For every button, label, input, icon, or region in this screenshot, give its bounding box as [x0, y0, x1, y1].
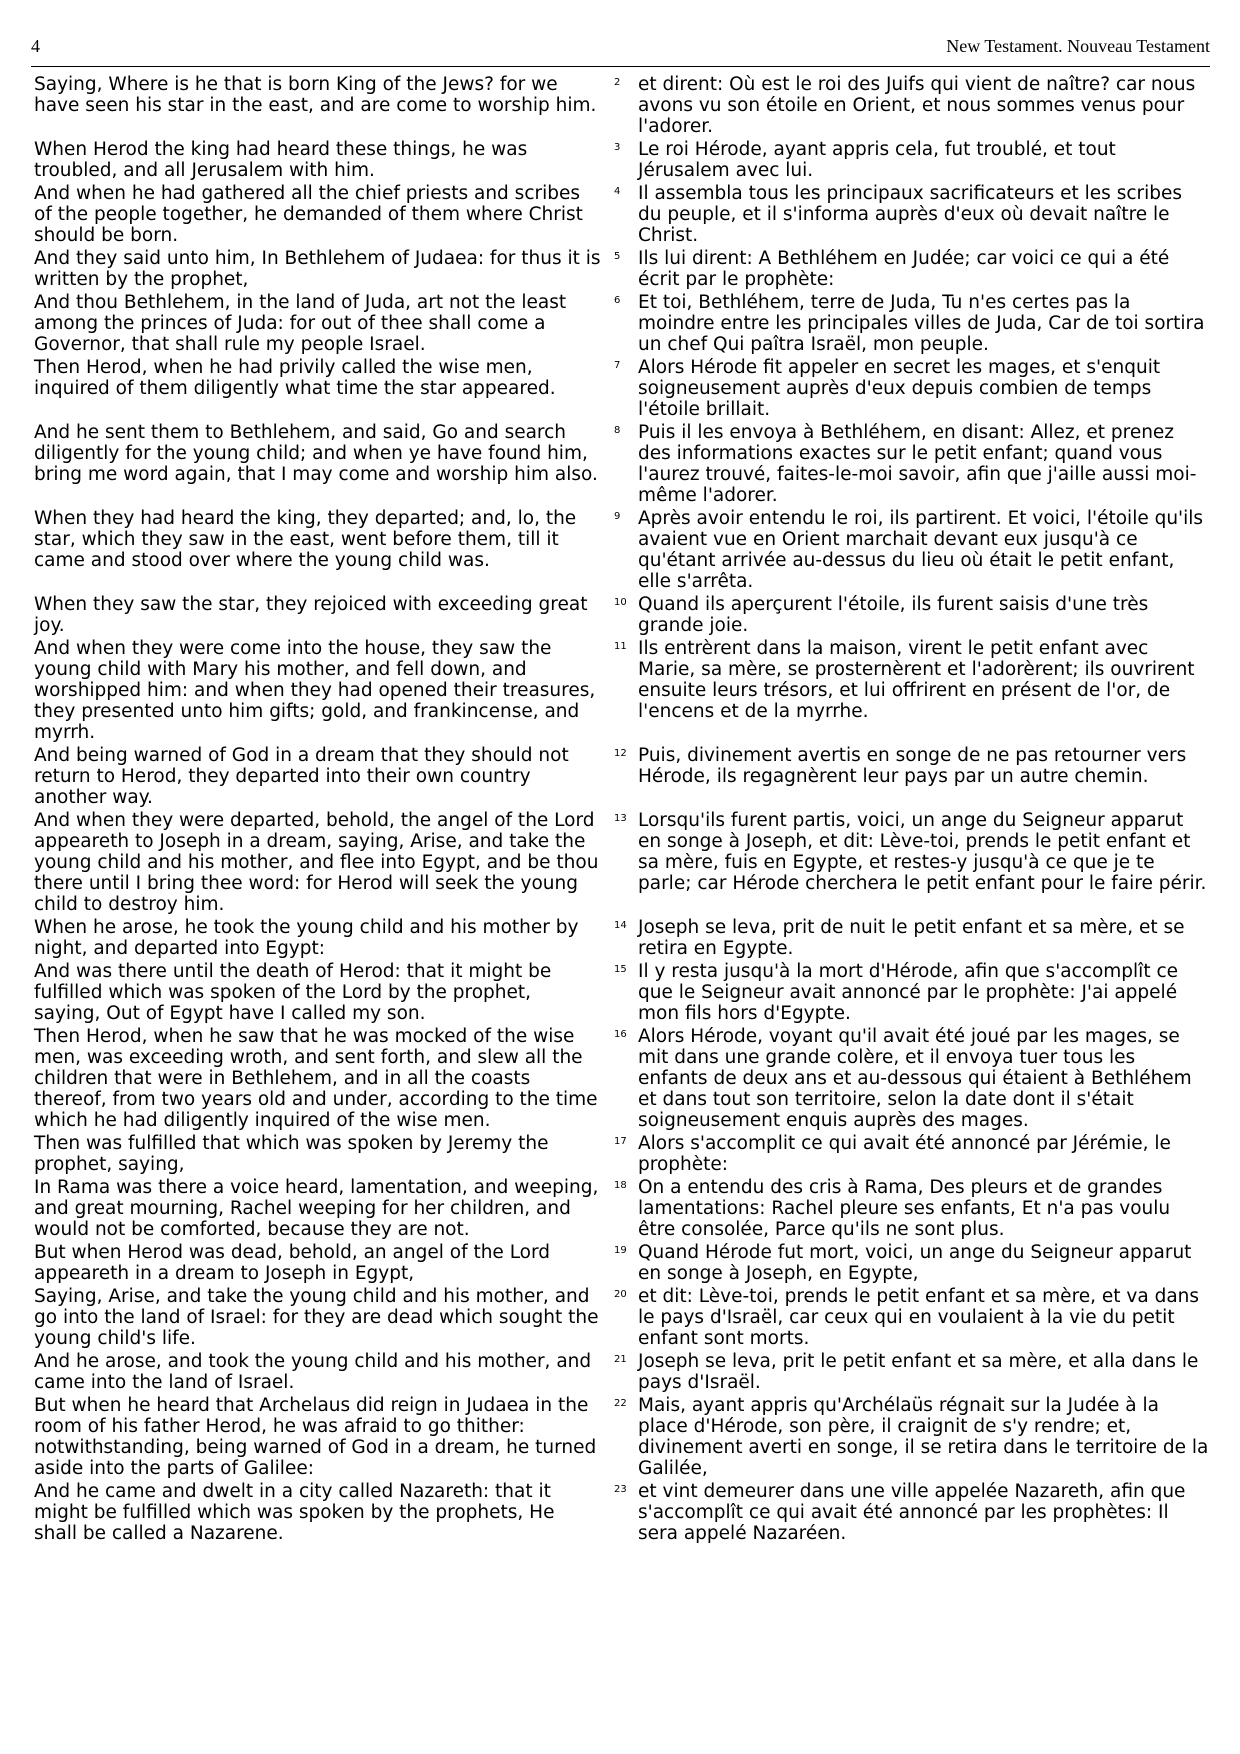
- verse-row: [34, 357, 1210, 420]
- french-verse: Quand Hérode fut mort, voici, un ange du Seigneur apparut en songe à Joseph, en Egypte,: [638, 1242, 1192, 1284]
- verse-number: 21: [614, 1354, 627, 1365]
- verse-row: [34, 1395, 1210, 1479]
- verse-number: 23: [614, 1484, 627, 1495]
- french-verse: Quand ils aperçurent l'étoile, ils furent saisis d'une très grande joie.: [638, 594, 1149, 636]
- verse-number: 22: [614, 1398, 627, 1409]
- english-verse: Then Herod, when he had privily called the wise men, inquired of them diligently what time the star appeared.: [34, 357, 556, 399]
- verse-row: [34, 508, 1210, 592]
- english-verse: When Herod the king had heard these things, he was troubled, and all Jerusalem with him.: [34, 139, 528, 181]
- english-verse: In Rama was there a voice heard, lamentation, and weeping, and great mourning, Rachel weeping for her children, and would not be comforted, because they are not.: [34, 1177, 599, 1240]
- verse-row: [34, 292, 1210, 355]
- verse-row: [34, 1133, 1210, 1175]
- verse-row: [34, 1242, 1210, 1284]
- verse-number: 8: [614, 425, 621, 436]
- english-verse: And he sent them to Bethlehem, and said, Go and search diligently for the young child; and when ye have found him, bring me word again, that I may come and worship him also.: [34, 422, 598, 485]
- verse-number: 20: [614, 1289, 627, 1300]
- english-verse: And when he had gathered all the chief priests and scribes of the people together, he demanded of them where Christ should be born.: [34, 183, 583, 246]
- french-verse: et dit: Lève-toi, prends le petit enfant et sa mère, et va dans le pays d'Israël, car ceux qui en voulaient à la vie du petit enfant sont morts.: [638, 1286, 1200, 1349]
- french-verse: et dirent: Où est le roi des Juifs qui vient de naître? car nous avons vu son étoile en Orient, et nous sommes venus pour l'adorer.: [638, 74, 1196, 137]
- verse-number: 4: [614, 186, 621, 197]
- english-verse: Saying, Arise, and take the young child and his mother, and go into the land of Israel: for they are dead which sought the young child's life.: [34, 1286, 599, 1349]
- verse-row: [34, 594, 1210, 636]
- verse-number: 5: [614, 251, 621, 262]
- french-verse: On a entendu des cris à Rama, Des pleurs et de grandes lamentations: Rachel pleure ses enfants, Et n'a pas voulu être consolée, Parce qu'ils ne sont plus.: [638, 1177, 1171, 1240]
- french-verse: Ils entrèrent dans la maison, virent le petit enfant avec Marie, sa mère, se prosternèrent et l'adorèrent; ils ouvrirent ensuite leurs trésors, et lui offrirent en présent de l'or, de l'encens et de la myrrhe.: [638, 638, 1195, 722]
- page-header: [31, 36, 1210, 67]
- english-verse: Saying, Where is he that is born King of the Jews? for we have seen his star in the east, and are come to worship him.: [34, 74, 597, 116]
- french-verse: Il assembla tous les principaux sacrificateurs et les scribes du peuple, et il s'informa auprès d'eux où devait naître le Christ.: [638, 183, 1183, 246]
- verse-row: [34, 74, 1210, 137]
- french-verse: Puis, divinement avertis en songe de ne pas retourner vers Hérode, ils regagnèrent leur pays par un autre chemin.: [638, 745, 1187, 787]
- french-verse: Puis il les envoya à Bethléhem, en disant: Allez, et prenez des informations exactes sur le petit enfant; quand vous l'aurez trouvé, faites-le-moi savoir, afin que j'aille aussi moi-même l'adorer.: [638, 422, 1197, 506]
- english-verse: Then Herod, when he saw that he was mocked of the wise men, was exceeding wroth, and sent forth, and slew all the children that were in Bethlehem, and in all the coasts thereof, from two years old and under, according to the time which he had diligently inquired of the wise men.: [34, 1026, 598, 1131]
- english-verse: And was there until the death of Herod: that it might be fulfilled which was spoken of the Lord by the prophet, saying, Out of Egypt have I called my son.: [34, 961, 552, 1024]
- english-verse: And they said unto him, In Bethlehem of Judaea: for thus it is written by the prophet,: [34, 248, 601, 290]
- verse-number: 9: [614, 511, 621, 522]
- verse-row: [34, 248, 1210, 290]
- verse-number: 6: [614, 295, 621, 306]
- verse-number: 15: [614, 964, 627, 975]
- english-verse: And he arose, and took the young child and his mother, and came into the land of Israel.: [34, 1351, 592, 1393]
- english-verse: And when they were departed, behold, the angel of the Lord appeareth to Joseph in a dream, saying, Arise, and take the young child and his mother, and flee into Egypt, and be thou there until I bring thee word: for Herod will seek the young child to destroy him.: [34, 810, 599, 915]
- french-verse: Alors Hérode, voyant qu'il avait été joué par les mages, se mit dans une grande colère, et il envoya tuer tous les enfants de deux ans et au-dessous qui étaient à Bethléhem et dans tout son territoire, selon la date dont il s'était soigneusement enquis auprès des mages.: [638, 1026, 1192, 1131]
- verse-row: [34, 422, 1210, 506]
- french-verse: Le roi Hérode, ayant appris cela, fut troublé, et tout Jérusalem avec lui.: [638, 139, 1116, 181]
- french-verse: Alors Hérode fit appeler en secret les mages, et s'enquit soigneusement auprès d'eux depuis combien de temps l'étoile brillait.: [638, 357, 1161, 420]
- verse-row: [34, 1286, 1210, 1349]
- running-title: New Testament. Nouveau Testament: [946, 36, 1210, 56]
- verse-row: [34, 139, 1210, 181]
- verse-number: 18: [614, 1180, 627, 1191]
- verse-row: [34, 1026, 1210, 1131]
- verse-number: 16: [614, 1029, 627, 1040]
- verse-row: [34, 917, 1210, 959]
- english-verse: But when Herod was dead, behold, an angel of the Lord appeareth in a dream to Joseph in Egypt,: [34, 1242, 551, 1284]
- verse-row: [34, 1177, 1210, 1240]
- verse-number: 11: [614, 641, 627, 652]
- english-verse: And being warned of God in a dream that they should not return to Herod, they departed into their own country another way.: [34, 745, 569, 808]
- english-verse: But when he heard that Archelaus did reign in Judaea in the room of his father Herod, he was afraid to go thither: notwithstanding, being warned of God in a dream, he turned aside into the parts of Galilee:: [34, 1395, 597, 1479]
- english-verse: When they saw the star, they rejoiced with exceeding great joy.: [34, 594, 588, 636]
- verse-number: 13: [614, 813, 627, 824]
- french-verse: Il y resta jusqu'à la mort d'Hérode, afin que s'accomplît ce que le Seigneur avait annoncé par le prophète: J'ai appelé mon fils hors d'Egypte.: [638, 961, 1179, 1024]
- verse-row: [34, 1481, 1210, 1544]
- verse-number: 3: [614, 142, 621, 153]
- french-verse: Après avoir entendu le roi, ils partirent. Et voici, l'étoile qu'ils avaient vue en Orient marchait devant eux jusqu'à ce qu'étant arrivée au-dessus du lieu où était le petit enfant, elle s'arrêta.: [638, 508, 1204, 592]
- verse-number: 10: [614, 597, 627, 608]
- english-verse: And he came and dwelt in a city called Nazareth: that it might be fulfilled which was spoken by the prophets, He shall be called a Nazarene.: [34, 1481, 555, 1544]
- verse-row: [34, 745, 1210, 808]
- verse-number: 14: [614, 920, 627, 931]
- french-verse: Joseph se leva, prit le petit enfant et sa mère, et alla dans le pays d'Israël.: [638, 1351, 1199, 1393]
- verse-list: [34, 74, 1210, 1546]
- english-verse: Then was fulfilled that which was spoken by Jeremy the prophet, saying,: [34, 1133, 549, 1175]
- french-verse: Mais, ayant appris qu'Archélaüs régnait sur la Judée à la place d'Hérode, son père, il craignit de s'y rendre; et, divinement averti en songe, il se retira dans le territoire de la Galilée,: [638, 1395, 1209, 1479]
- french-verse: Ils lui dirent: A Bethléhem en Judée; car voici ce qui a été écrit par le prophète:: [638, 248, 1170, 290]
- verse-row: [34, 638, 1210, 743]
- verse-row: [34, 183, 1210, 246]
- french-verse: et vint demeurer dans une ville appelée Nazareth, afin que s'accomplît ce qui avait été annoncé par les prophètes: Il sera appelé Nazaréen.: [638, 1481, 1186, 1544]
- french-verse: Lorsqu'ils furent partis, voici, un ange du Seigneur apparut en songe à Joseph, et dit: Lève-toi, prends le petit enfant et sa mère, fuis en Egypte, et restes-y jusqu'à ce que je te parle; car Hérode cherchera le petit enfant pour le faire périr.: [638, 810, 1207, 894]
- verse-number: 7: [614, 360, 621, 371]
- verse-number: 12: [614, 748, 627, 759]
- english-verse: When they had heard the king, they departed; and, lo, the star, which they saw in the east, went before them, till it came and stood over where the young child was.: [34, 508, 577, 571]
- verse-number: 19: [614, 1245, 627, 1256]
- french-verse: Alors s'accomplit ce qui avait été annoncé par Jérémie, le prophète:: [638, 1133, 1171, 1175]
- verse-row: [34, 1351, 1210, 1393]
- page-number: 4: [31, 36, 40, 56]
- verse-number: 2: [614, 77, 621, 88]
- english-verse: And when they were come into the house, they saw the young child with Mary his mother, and fell down, and worshipped him: and when they had opened their treasures, they presented unto him gifts; gold, and frankincense, and myrrh.: [34, 638, 596, 743]
- english-verse: When he arose, he took the young child and his mother by night, and departed into Egypt:: [34, 917, 579, 959]
- verse-row: [34, 810, 1210, 915]
- french-verse: Joseph se leva, prit de nuit le petit enfant et sa mère, et se retira en Egypte.: [638, 917, 1185, 959]
- english-verse: And thou Bethlehem, in the land of Juda, art not the least among the princes of Juda: for out of thee shall come a Governor, that shall rule my people Israel.: [34, 292, 567, 355]
- verse-number: 17: [614, 1136, 627, 1147]
- verse-row: [34, 961, 1210, 1024]
- french-verse: Et toi, Bethléhem, terre de Juda, Tu n'es certes pas la moindre entre les principales villes de Juda, Car de toi sortira un chef Qui paîtra Israël, mon peuple.: [638, 292, 1205, 355]
